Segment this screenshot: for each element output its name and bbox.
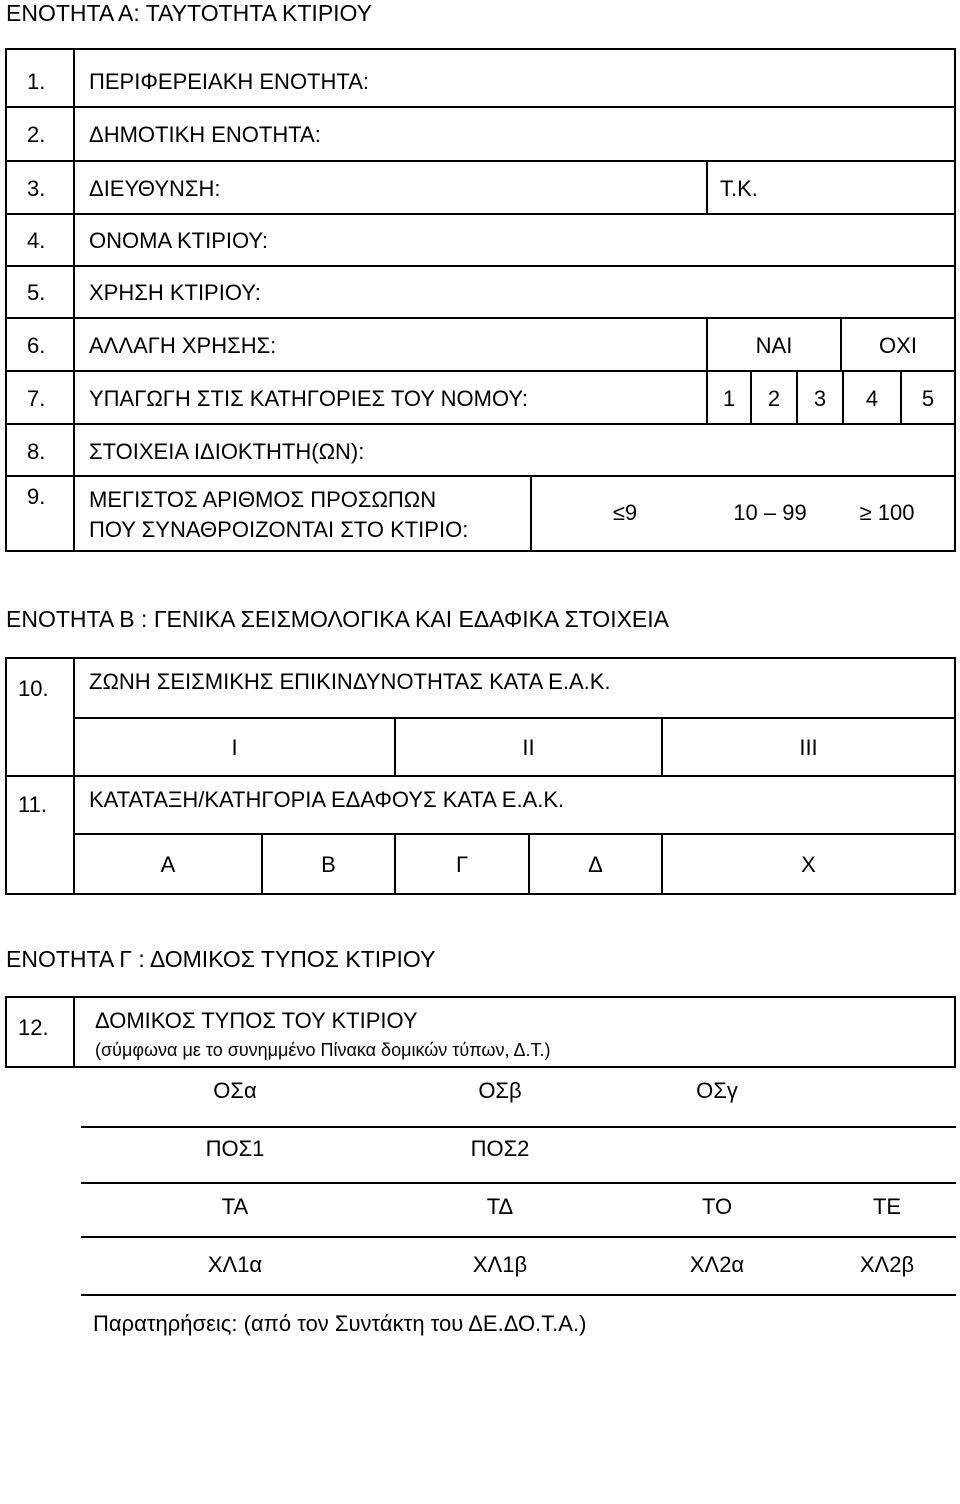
option-category-3[interactable]: 3 bbox=[813, 386, 827, 411]
option-struct-pos1[interactable]: ΠΟΣ1 bbox=[205, 1136, 265, 1161]
option-category-1[interactable]: 1 bbox=[722, 386, 736, 411]
row-line bbox=[5, 213, 956, 215]
section-c-title: ΕΝΟΤΗΤΑ Γ : ΔΟΜΙΚΟΣ ΤΥΠΟΣ ΚΤΙΡΙΟΥ bbox=[6, 946, 436, 972]
row-line bbox=[81, 1236, 956, 1238]
row-line bbox=[5, 160, 956, 162]
row-number: 12. bbox=[18, 1015, 49, 1040]
field-label-municipality: ΔΗΜΟΤΙΚΗ ΕΝΟΤΗΤΑ: bbox=[89, 122, 321, 147]
row-number: 9. bbox=[27, 484, 46, 509]
field-label-owners: ΣΤΟΙΧΕΙΑ ΙΔΙΟΚΤΗΤΗ(ΩΝ): bbox=[89, 439, 365, 464]
option-category-5[interactable]: 5 bbox=[921, 386, 935, 411]
option-ground-c[interactable]: Γ bbox=[455, 852, 469, 877]
field-label-building-name: ΟΝΟΜΑ ΚΤΙΡΙΟΥ: bbox=[89, 228, 268, 253]
row-number: 8. bbox=[27, 439, 46, 464]
row-number: 3. bbox=[27, 176, 46, 201]
table-border bbox=[5, 996, 7, 1068]
option-category-4[interactable]: 4 bbox=[865, 386, 879, 411]
field-label-address: ΔΙΕΥΘΥΝΣΗ: bbox=[89, 176, 221, 201]
option-zone-i[interactable]: I bbox=[231, 735, 238, 760]
cell-divider bbox=[530, 475, 532, 552]
option-struct-xl1a[interactable]: ΧΛ1α bbox=[207, 1252, 263, 1277]
option-struct-to[interactable]: ΤΟ bbox=[701, 1194, 733, 1219]
row-line bbox=[5, 106, 956, 108]
option-occupants-medium[interactable]: 10 – 99 bbox=[733, 500, 807, 525]
row-number: 10. bbox=[18, 676, 49, 701]
row-line bbox=[5, 893, 956, 895]
row-number: 6. bbox=[27, 333, 46, 358]
option-struct-xl2a[interactable]: ΧΛ2α bbox=[689, 1252, 745, 1277]
row-line bbox=[81, 1294, 956, 1296]
row-number: 1. bbox=[27, 69, 46, 94]
row-line bbox=[5, 475, 956, 477]
field-label-postcode: Τ.Κ. bbox=[720, 176, 758, 201]
section-b-title: ΕΝΟΤΗΤΑ Β : ΓΕΝΙΚΑ ΣΕΙΣΜΟΛΟΓΙΚΑ ΚΑΙ ΕΔΑΦΙΚΑ ΣΤΟΙΧΕΙΑ bbox=[6, 606, 669, 632]
row-number: 4. bbox=[27, 228, 46, 253]
row-line bbox=[5, 996, 956, 998]
row-line bbox=[5, 550, 956, 552]
table-border bbox=[954, 996, 956, 1068]
field-label-region: ΠΕΡΙΦΕΡΕΙΑΚΗ ΕΝΟΤΗΤΑ: bbox=[89, 69, 369, 94]
option-occupants-large[interactable]: ≥ 100 bbox=[859, 500, 915, 525]
row-line bbox=[5, 48, 956, 50]
row-number: 11. bbox=[18, 792, 47, 817]
remarks-label: Παρατηρήσεις: (από τον Συντάκτη του ΔΕ.ΔΟ.Τ.Α.) bbox=[93, 1311, 587, 1336]
option-struct-osa[interactable]: ΟΣα bbox=[213, 1078, 257, 1103]
row-number: 7. bbox=[27, 386, 46, 411]
option-no[interactable]: ΟΧΙ bbox=[879, 333, 917, 358]
row-line bbox=[5, 265, 956, 267]
row-number: 5. bbox=[27, 280, 46, 305]
field-label-max-occupants-line2: ΠΟΥ ΣΥΝΑΘΡΟΙΖΟΝΤΑΙ ΣΤΟ ΚΤΙΡΙΟ: bbox=[89, 517, 469, 542]
row-line bbox=[5, 423, 956, 425]
field-label-law-category: ΥΠΑΓΩΓΗ ΣΤΙΣ ΚΑΤΗΓΟΡΙΕΣ ΤΟΥ ΝΟΜΟΥ: bbox=[89, 386, 528, 411]
field-label-structural-type: ΔΟΜΙΚΟΣ ΤΥΠΟΣ ΤΟΥ ΚΤΙΡΙΟΥ bbox=[95, 1008, 418, 1033]
option-struct-pos2[interactable]: ΠΟΣ2 bbox=[470, 1136, 530, 1161]
field-label-building-use: ΧΡΗΣΗ ΚΤΙΡΙΟΥ: bbox=[89, 280, 261, 305]
option-category-2[interactable]: 2 bbox=[767, 386, 781, 411]
row-line bbox=[73, 833, 956, 835]
field-sublabel-structural-type: (σύμφωνα με το συνημμένο Πίνακα δομικών τύπων, Δ.Τ.) bbox=[95, 1040, 551, 1060]
option-zone-iii[interactable]: III bbox=[799, 735, 818, 760]
row-line bbox=[5, 775, 956, 777]
option-struct-ta[interactable]: ΤΑ bbox=[221, 1194, 249, 1219]
option-ground-x[interactable]: Χ bbox=[801, 852, 816, 877]
option-struct-xl2b[interactable]: ΧΛ2β bbox=[859, 1252, 915, 1277]
option-struct-td[interactable]: ΤΔ bbox=[486, 1194, 514, 1219]
field-label-seismic-zone: ΖΩΝΗ ΣΕΙΣΜΙΚΗΣ ΕΠΙΚΙΝΔΥΝΟΤΗΤΑΣ ΚΑΤΑ Ε.Α.Κ. bbox=[89, 669, 611, 694]
section-a-title: ΕΝΟΤΗΤΑ Α: ΤΑΥΤΟΤΗΤΑ ΚΤΙΡΙΟΥ bbox=[6, 0, 373, 26]
option-yes[interactable]: ΝΑΙ bbox=[755, 333, 793, 358]
option-struct-osb[interactable]: ΟΣβ bbox=[478, 1078, 522, 1103]
option-ground-a[interactable]: Α bbox=[160, 852, 176, 877]
row-line bbox=[5, 370, 956, 372]
row-line bbox=[81, 1182, 956, 1184]
row-line bbox=[5, 317, 956, 319]
field-label-change-of-use: ΑΛΛΑΓΗ ΧΡΗΣΗΣ: bbox=[89, 333, 277, 358]
row-line bbox=[5, 1066, 956, 1068]
table-divider bbox=[73, 996, 75, 1068]
option-occupants-small[interactable]: ≤9 bbox=[612, 500, 638, 525]
field-label-max-occupants: ΜΕΓΙΣΤΟΣ ΑΡΙΘΜΟΣ ΠΡΟΣΩΠΩΝ bbox=[89, 487, 437, 512]
field-label-ground-category: ΚΑΤΑΤΑΞΗ/ΚΑΤΗΓΟΡΙΑ ΕΔΑΦΟΥΣ ΚΑΤΑ Ε.Α.Κ. bbox=[89, 787, 565, 812]
option-struct-xl1b[interactable]: ΧΛ1β bbox=[472, 1252, 528, 1277]
option-ground-d[interactable]: Δ bbox=[588, 852, 603, 877]
option-struct-te[interactable]: ΤΕ bbox=[872, 1194, 902, 1219]
row-number: 2. bbox=[27, 122, 46, 147]
option-ground-b[interactable]: Β bbox=[321, 852, 336, 877]
row-line bbox=[73, 717, 956, 719]
row-line bbox=[5, 657, 956, 659]
option-zone-ii[interactable]: II bbox=[522, 735, 535, 760]
option-struct-osg[interactable]: ΟΣγ bbox=[696, 1078, 738, 1103]
cell-divider bbox=[706, 160, 708, 215]
row-line bbox=[81, 1126, 956, 1128]
